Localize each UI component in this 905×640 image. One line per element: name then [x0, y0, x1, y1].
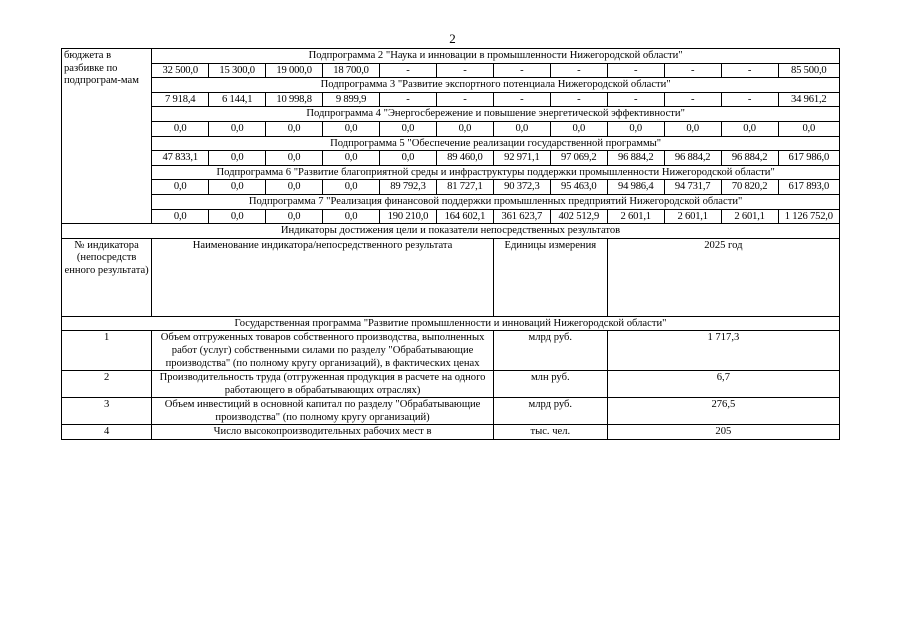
budget-value-cell: 0,0	[550, 121, 607, 136]
subprogram-values-row	[62, 121, 840, 136]
budget-value-cell: 0,0	[209, 151, 266, 166]
budget-value-cell: 81 727,1	[436, 180, 493, 195]
program-title: Государственная программа "Развитие промышленности и инноваций Нижегородской области"	[62, 316, 840, 331]
budget-value-cell: 0,0	[323, 209, 380, 224]
subprogram-title-row	[62, 78, 840, 93]
indicator-unit: тыс. чел.	[493, 425, 607, 440]
budget-value-cell: 0,0	[607, 121, 664, 136]
budget-value-cell: 89 792,3	[380, 180, 437, 195]
budget-value-cell: 0,0	[380, 121, 437, 136]
budget-value-cell: 2 601,1	[607, 209, 664, 224]
budget-value-cell: 18 700,0	[323, 63, 380, 78]
subprogram-title-row	[62, 194, 840, 209]
budget-value-cell: 9 899,9	[323, 92, 380, 107]
budget-value-cell: 0,0	[266, 121, 323, 136]
budget-value-cell: -	[380, 63, 437, 78]
budget-value-cell: 19 000,0	[266, 63, 323, 78]
subprogram-values-row	[62, 180, 840, 195]
subprogram-title: Подпрограмма 2 "Наука и инновации в промышленности Нижегородской области"	[152, 49, 840, 64]
budget-value-cell: 0,0	[436, 121, 493, 136]
subprogram-title: Подпрограмма 6 "Развитие благоприятной среды и инфраструктуры поддержки промышленности Нижегородской области"	[152, 165, 840, 180]
budget-value-cell: 0,0	[152, 180, 209, 195]
indicator-unit: млрд руб.	[493, 331, 607, 371]
budget-value-cell: 96 884,2	[721, 151, 778, 166]
indicator-row	[62, 425, 840, 440]
budget-value-cell: 617 986,0	[778, 151, 839, 166]
budget-value-cell: 96 884,2	[664, 151, 721, 166]
indicator-row	[62, 331, 840, 371]
budget-value-cell: 0,0	[209, 121, 266, 136]
header-number: № индикатора (непосредств енного результата)	[62, 238, 152, 316]
budget-value-cell: 2 601,1	[721, 209, 778, 224]
budget-value-cell: 89 460,0	[436, 151, 493, 166]
budget-value-cell: 96 884,2	[607, 151, 664, 166]
indicator-name: Объем инвестиций в основной капитал по разделу "Обрабатывающие производства" (по полному кругу организаций)	[152, 398, 494, 425]
budget-value-cell: 97 069,2	[550, 151, 607, 166]
indicator-name: Число высокопроизводительных рабочих мест в	[152, 425, 494, 440]
budget-value-cell: -	[550, 92, 607, 107]
subprogram-title-row	[62, 107, 840, 122]
budget-value-cell: 0,0	[323, 151, 380, 166]
budget-value-cell: 47 833,1	[152, 151, 209, 166]
budget-value-cell: 95 463,0	[550, 180, 607, 195]
budget-value-cell: -	[493, 63, 550, 78]
budget-value-cell: 7 918,4	[152, 92, 209, 107]
subprogram-title: Подпрограмма 4 "Энергосбережение и повышение энергетической эффективности"	[152, 107, 840, 122]
header-unit: Единицы измерения	[493, 238, 607, 316]
indicators-section-row	[62, 224, 840, 239]
indicator-value: 205	[607, 425, 839, 440]
subprogram-values-row	[62, 92, 840, 107]
budget-value-cell: 0,0	[266, 180, 323, 195]
budget-value-cell: 0,0	[721, 121, 778, 136]
budget-value-cell: 0,0	[209, 180, 266, 195]
budget-value-cell: 1 126 752,0	[778, 209, 839, 224]
budget-value-cell: 0,0	[380, 151, 437, 166]
indicator-number: 1	[62, 331, 152, 371]
indicators-header-row	[62, 238, 840, 316]
budget-value-cell: -	[607, 92, 664, 107]
indicator-name: Объем отгруженных товаров собственного производства, выполненных работ (услуг) собственными силами по разделу "Обрабатывающие производства" (по полному кругу организаций), в фактических ценах	[152, 331, 494, 371]
budget-and-indicators-table	[61, 48, 840, 440]
budget-value-cell: 92 971,1	[493, 151, 550, 166]
subprogram-title-row	[62, 49, 840, 64]
budget-value-cell: 190 210,0	[380, 209, 437, 224]
budget-value-cell: 2 601,1	[664, 209, 721, 224]
indicator-name: Производительность труда (отгруженная продукция в расчете на одного работающего в обрабатывающих отраслях)	[152, 371, 494, 398]
indicator-value: 6,7	[607, 371, 839, 398]
budget-value-cell: 6 144,1	[209, 92, 266, 107]
budget-value-cell: -	[664, 92, 721, 107]
budget-value-cell: 0,0	[152, 209, 209, 224]
budget-value-cell: 0,0	[209, 209, 266, 224]
indicator-value: 1 717,3	[607, 331, 839, 371]
budget-value-cell: -	[493, 92, 550, 107]
budget-value-cell: 164 602,1	[436, 209, 493, 224]
budget-value-cell: 0,0	[323, 180, 380, 195]
header-year: 2025 год	[607, 238, 839, 316]
header-name: Наименование индикатора/непосредственного результата	[152, 238, 494, 316]
indicator-number: 4	[62, 425, 152, 440]
subprogram-title: Подпрограмма 3 "Развитие экспортного потенциала Нижегородской области"	[152, 78, 840, 93]
budget-value-cell: 0,0	[152, 121, 209, 136]
subprogram-values-row	[62, 209, 840, 224]
budget-value-cell: -	[721, 92, 778, 107]
side-label: бюджета в разбивке по подпрограм-мам	[62, 49, 152, 224]
budget-value-cell: -	[380, 92, 437, 107]
budget-value-cell: 10 998,8	[266, 92, 323, 107]
indicator-row	[62, 371, 840, 398]
budget-value-cell: 0,0	[493, 121, 550, 136]
indicator-number: 2	[62, 371, 152, 398]
page-number: 2	[449, 31, 456, 46]
indicator-unit: млрд руб.	[493, 398, 607, 425]
subprogram-title: Подпрограмма 5 "Обеспечение реализации государственной программы"	[152, 136, 840, 151]
budget-value-cell: 617 893,0	[778, 180, 839, 195]
budget-value-cell: 0,0	[664, 121, 721, 136]
budget-value-cell: 32 500,0	[152, 63, 209, 78]
budget-value-cell: 34 961,2	[778, 92, 839, 107]
subprogram-values-row	[62, 151, 840, 166]
indicator-row	[62, 398, 840, 425]
indicator-value: 276,5	[607, 398, 839, 425]
subprogram-title-row	[62, 136, 840, 151]
indicator-number: 3	[62, 398, 152, 425]
indicators-section-title: Индикаторы достижения цели и показатели непосредственных результатов	[62, 224, 840, 239]
budget-value-cell: 361 623,7	[493, 209, 550, 224]
budget-value-cell: 15 300,0	[209, 63, 266, 78]
budget-value-cell: 0,0	[266, 209, 323, 224]
subprogram-title: Подпрограмма 7 "Реализация финансовой поддержки промышленных предприятий Нижегородской области"	[152, 194, 840, 209]
budget-value-cell: 85 500,0	[778, 63, 839, 78]
budget-value-cell: -	[721, 63, 778, 78]
subprogram-title-row	[62, 165, 840, 180]
subprogram-values-row	[62, 63, 840, 78]
budget-value-cell: 94 731,7	[664, 180, 721, 195]
budget-value-cell: 0,0	[778, 121, 839, 136]
budget-value-cell: 0,0	[323, 121, 380, 136]
budget-value-cell: -	[664, 63, 721, 78]
budget-value-cell: -	[607, 63, 664, 78]
budget-value-cell: -	[436, 63, 493, 78]
program-title-row	[62, 316, 840, 331]
budget-value-cell: 90 372,3	[493, 180, 550, 195]
budget-value-cell: -	[436, 92, 493, 107]
budget-value-cell: 70 820,2	[721, 180, 778, 195]
budget-value-cell: 0,0	[266, 151, 323, 166]
budget-value-cell: 402 512,9	[550, 209, 607, 224]
indicator-unit: млн руб.	[493, 371, 607, 398]
budget-value-cell: 94 986,4	[607, 180, 664, 195]
budget-value-cell: -	[550, 63, 607, 78]
